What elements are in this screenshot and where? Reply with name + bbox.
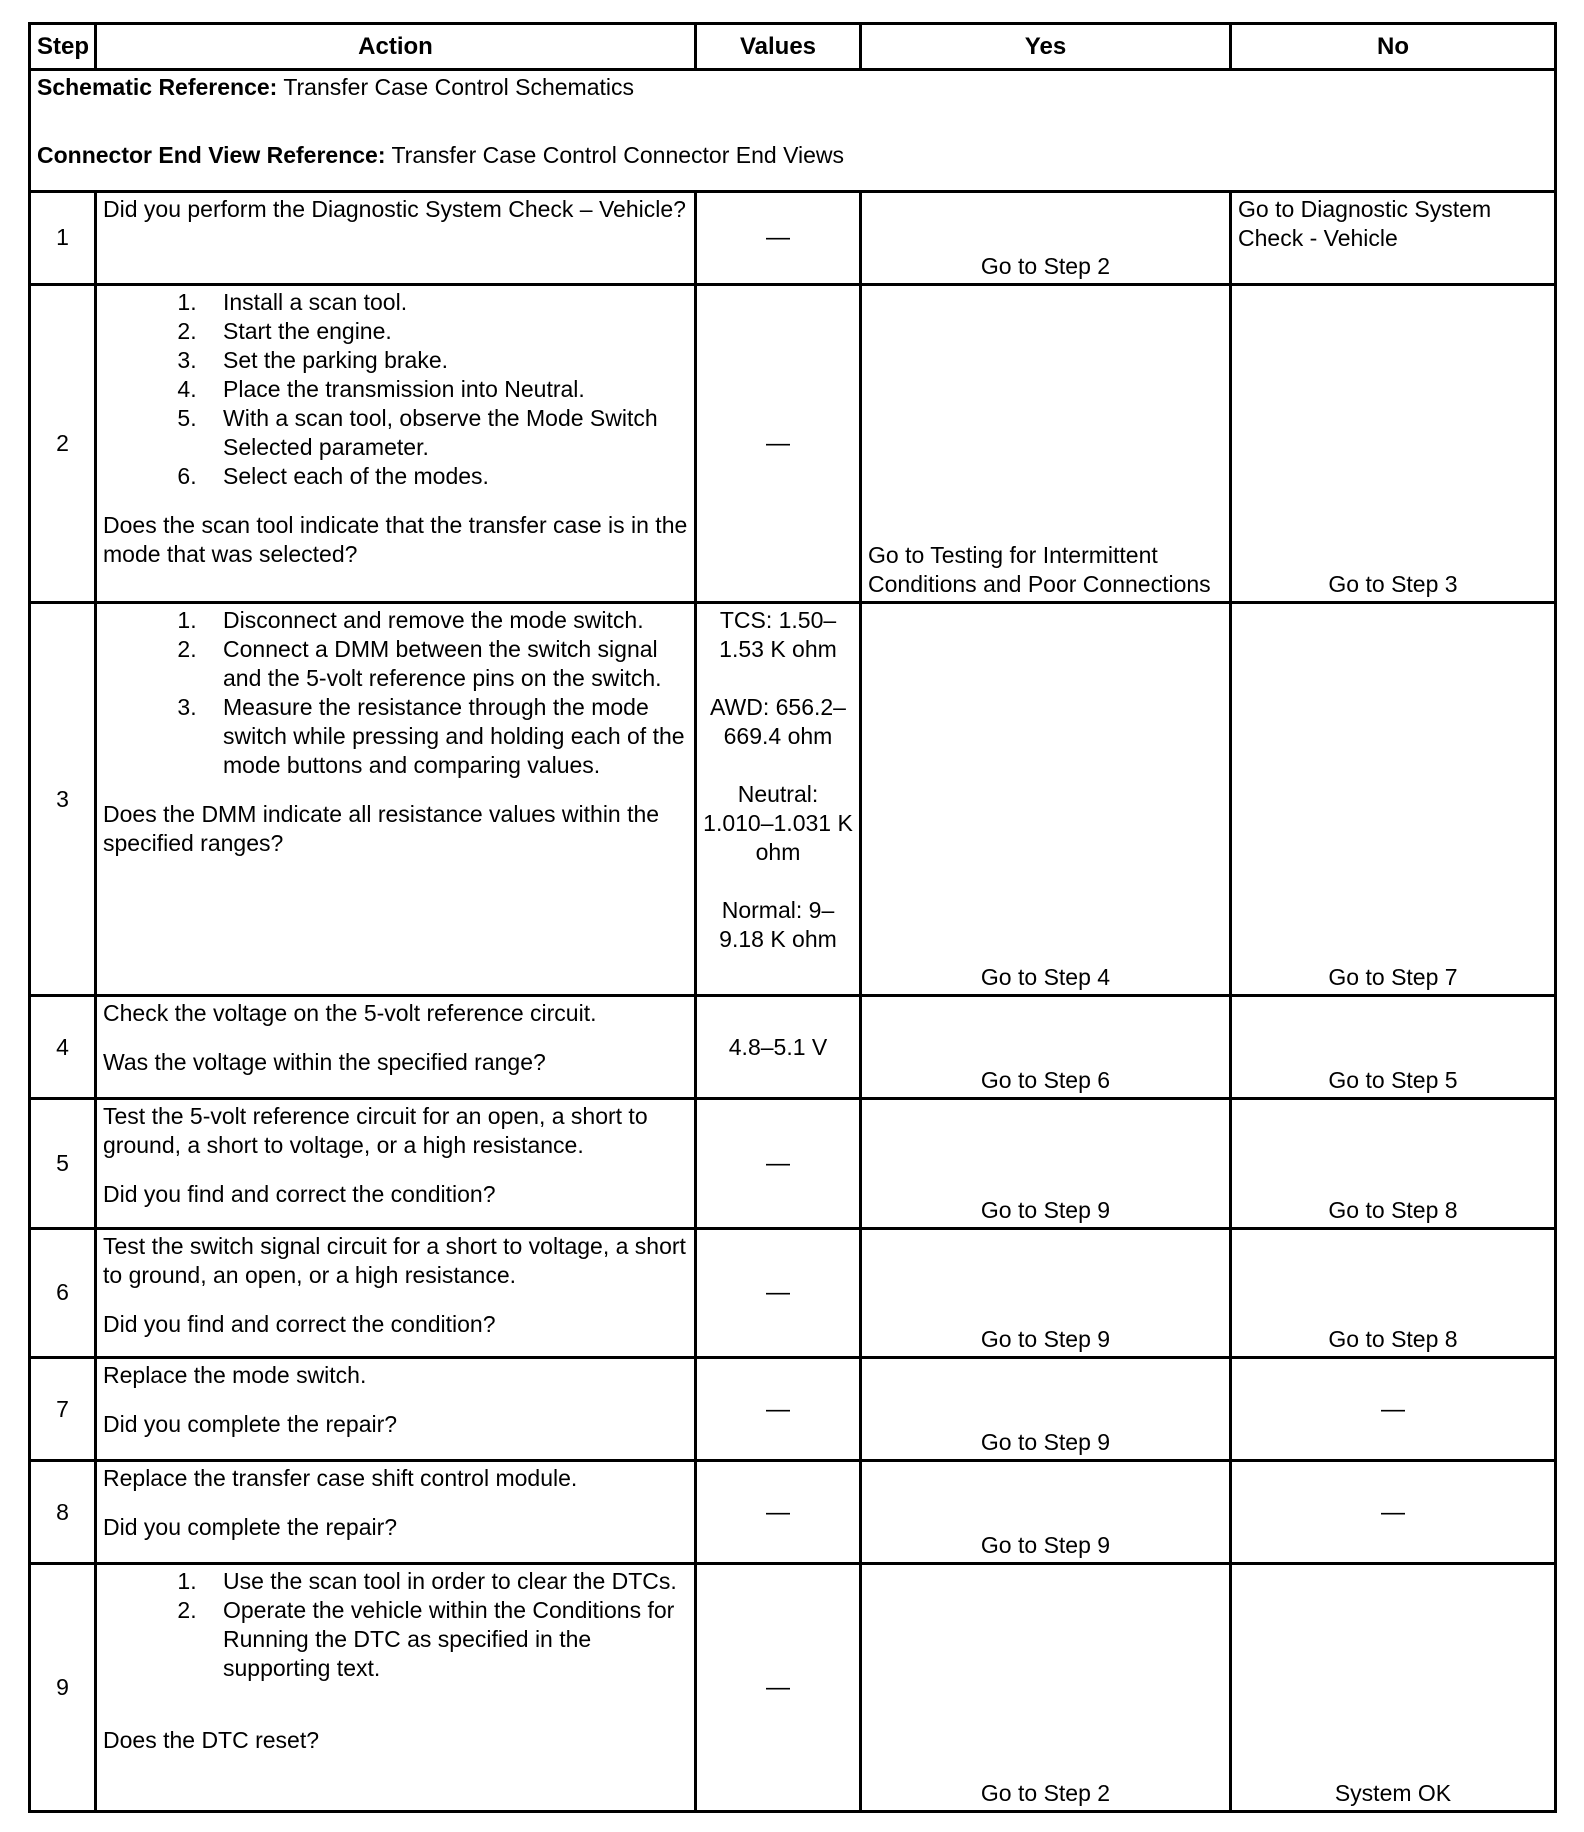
no-cell[interactable]: Go to Diagnostic System Check - Vehicle bbox=[1231, 191, 1556, 284]
list-item: 5. With a scan tool, observe the Mode Switch Selected parameter. bbox=[203, 404, 688, 462]
action-text: Test the switch signal circuit for a short to voltage, a short to ground, an open, or a high resistance. bbox=[103, 1232, 686, 1288]
step-number: 2 bbox=[30, 284, 96, 603]
table-row bbox=[30, 1461, 1556, 1564]
action-question: Does the DMM indicate all resistance values within the specified ranges? bbox=[103, 801, 660, 857]
action-text: Check the voltage on the 5-volt reference circuit. bbox=[103, 1000, 597, 1027]
value-spec-tcs: TCS: 1.50–1.53 K ohm bbox=[719, 607, 837, 663]
action-question: Did you complete the repair? bbox=[103, 1514, 398, 1541]
action-cell bbox=[96, 284, 696, 603]
action-question: Did you find and correct the condition? bbox=[103, 1181, 496, 1208]
list-item: 2. Operate the vehicle within the Conditions for Running the DTC as specified in the supporting text. bbox=[203, 1596, 688, 1683]
step-number: 7 bbox=[30, 1358, 96, 1461]
value-spec-awd: AWD: 656.2–669.4 ohm bbox=[710, 694, 846, 750]
diagnostic-table bbox=[28, 22, 1557, 1813]
action-question: Did you complete the repair? bbox=[103, 1411, 398, 1438]
connector-reference-link[interactable]: Transfer Case Control Connector End Views bbox=[391, 142, 845, 168]
table-row bbox=[30, 191, 1556, 284]
yes-cell[interactable]: Go to Testing for Intermittent Conditions and Poor Connections bbox=[861, 284, 1231, 603]
action-question: Did you find and correct the condition? bbox=[103, 1310, 496, 1337]
values-cell: — bbox=[696, 284, 861, 603]
action-question: Does the DTC reset? bbox=[103, 1727, 320, 1754]
no-cell[interactable]: Go to Step 8 bbox=[1231, 1099, 1556, 1228]
values-cell bbox=[696, 603, 861, 996]
step-number: 4 bbox=[30, 996, 96, 1099]
header-action: Action bbox=[96, 24, 696, 70]
no-cell: — bbox=[1231, 1461, 1556, 1564]
values-cell: — bbox=[696, 191, 861, 284]
table-row bbox=[30, 1358, 1556, 1461]
connector-reference bbox=[37, 141, 1548, 170]
list-item: 2. Connect a DMM between the switch signal and the 5-volt reference pins on the switch. bbox=[203, 635, 688, 693]
action-cell bbox=[96, 996, 696, 1099]
action-steps-list bbox=[103, 606, 688, 780]
schematic-reference bbox=[37, 73, 1548, 102]
no-cell: System OK bbox=[1231, 1564, 1556, 1812]
table-row bbox=[30, 603, 1556, 996]
header-row bbox=[30, 24, 1556, 70]
no-cell[interactable]: Go to Step 3 bbox=[1231, 284, 1556, 603]
yes-cell[interactable]: Go to Step 9 bbox=[861, 1228, 1231, 1357]
step-number: 5 bbox=[30, 1099, 96, 1228]
no-cell[interactable]: Go to Step 5 bbox=[1231, 996, 1556, 1099]
header-step: Step bbox=[30, 24, 96, 70]
action-text: Test the 5-volt reference circuit for an open, a short to ground, a short to voltage, or a high resistance. bbox=[103, 1103, 648, 1159]
values-cell: — bbox=[696, 1358, 861, 1461]
yes-cell[interactable]: Go to Step 9 bbox=[861, 1461, 1231, 1564]
action-cell bbox=[96, 1358, 696, 1461]
action-cell bbox=[96, 1099, 696, 1228]
no-cell: — bbox=[1231, 1358, 1556, 1461]
schematic-reference-link[interactable]: Transfer Case Control Schematics bbox=[283, 74, 634, 100]
table-row bbox=[30, 1228, 1556, 1357]
list-item: 6. Select each of the modes. bbox=[203, 462, 688, 491]
reference-cell bbox=[30, 70, 1556, 192]
action-text: Did you perform the Diagnostic System Check – Vehicle? bbox=[103, 195, 686, 222]
list-item: 3. Measure the resistance through the mode switch while pressing and holding each of the mode buttons and comparing values. bbox=[203, 693, 688, 780]
header-no: No bbox=[1231, 24, 1556, 70]
list-item: 2. Start the engine. bbox=[203, 317, 688, 346]
action-cell bbox=[96, 603, 696, 996]
action-cell bbox=[96, 191, 696, 284]
table-row bbox=[30, 1099, 1556, 1228]
action-cell bbox=[96, 1228, 696, 1357]
values-cell: — bbox=[696, 1461, 861, 1564]
yes-cell[interactable]: Go to Step 9 bbox=[861, 1099, 1231, 1228]
values-cell: — bbox=[696, 1564, 861, 1812]
list-item: 1. Disconnect and remove the mode switch. bbox=[203, 606, 688, 635]
action-cell bbox=[96, 1564, 696, 1812]
header-values: Values bbox=[696, 24, 861, 70]
table-row bbox=[30, 284, 1556, 603]
action-cell bbox=[96, 1461, 696, 1564]
header-yes: Yes bbox=[861, 24, 1231, 70]
table-row bbox=[30, 1564, 1556, 1812]
step-number: 1 bbox=[30, 191, 96, 284]
yes-cell[interactable]: Go to Step 2 bbox=[861, 191, 1231, 284]
value-spec-normal: Normal: 9–9.18 K ohm bbox=[719, 897, 837, 953]
action-steps-list bbox=[103, 288, 688, 491]
reference-row bbox=[30, 70, 1556, 192]
schematic-reference-label: Schematic Reference: bbox=[37, 74, 278, 100]
yes-cell[interactable]: Go to Step 4 bbox=[861, 603, 1231, 996]
step-number: 8 bbox=[30, 1461, 96, 1564]
value-spec-neutral: Neutral: 1.010–1.031 K ohm bbox=[703, 781, 853, 866]
list-item: 3. Set the parking brake. bbox=[203, 346, 688, 375]
yes-cell[interactable]: Go to Step 9 bbox=[861, 1358, 1231, 1461]
yes-cell[interactable]: Go to Step 2 bbox=[861, 1564, 1231, 1812]
action-text: Replace the transfer case shift control module. bbox=[103, 1465, 578, 1492]
list-item: 1. Use the scan tool in order to clear the DTCs. bbox=[203, 1567, 688, 1596]
action-question: Does the scan tool indicate that the transfer case is in the mode that was selected? bbox=[103, 511, 688, 567]
step-number: 9 bbox=[30, 1564, 96, 1812]
list-item: 1. Install a scan tool. bbox=[203, 288, 688, 317]
step-number: 3 bbox=[30, 603, 96, 996]
values-cell: — bbox=[696, 1099, 861, 1228]
connector-reference-label: Connector End View Reference: bbox=[37, 142, 386, 168]
action-text: Replace the mode switch. bbox=[103, 1362, 367, 1389]
values-cell: — bbox=[696, 1228, 861, 1357]
table-row bbox=[30, 996, 1556, 1099]
action-steps-list bbox=[103, 1567, 688, 1683]
action-question: Was the voltage within the specified range? bbox=[103, 1049, 546, 1076]
values-cell: 4.8–5.1 V bbox=[696, 996, 861, 1099]
no-cell[interactable]: Go to Step 8 bbox=[1231, 1228, 1556, 1357]
list-item: 4. Place the transmission into Neutral. bbox=[203, 375, 688, 404]
step-number: 6 bbox=[30, 1228, 96, 1357]
no-cell[interactable]: Go to Step 7 bbox=[1231, 603, 1556, 996]
yes-cell[interactable]: Go to Step 6 bbox=[861, 996, 1231, 1099]
